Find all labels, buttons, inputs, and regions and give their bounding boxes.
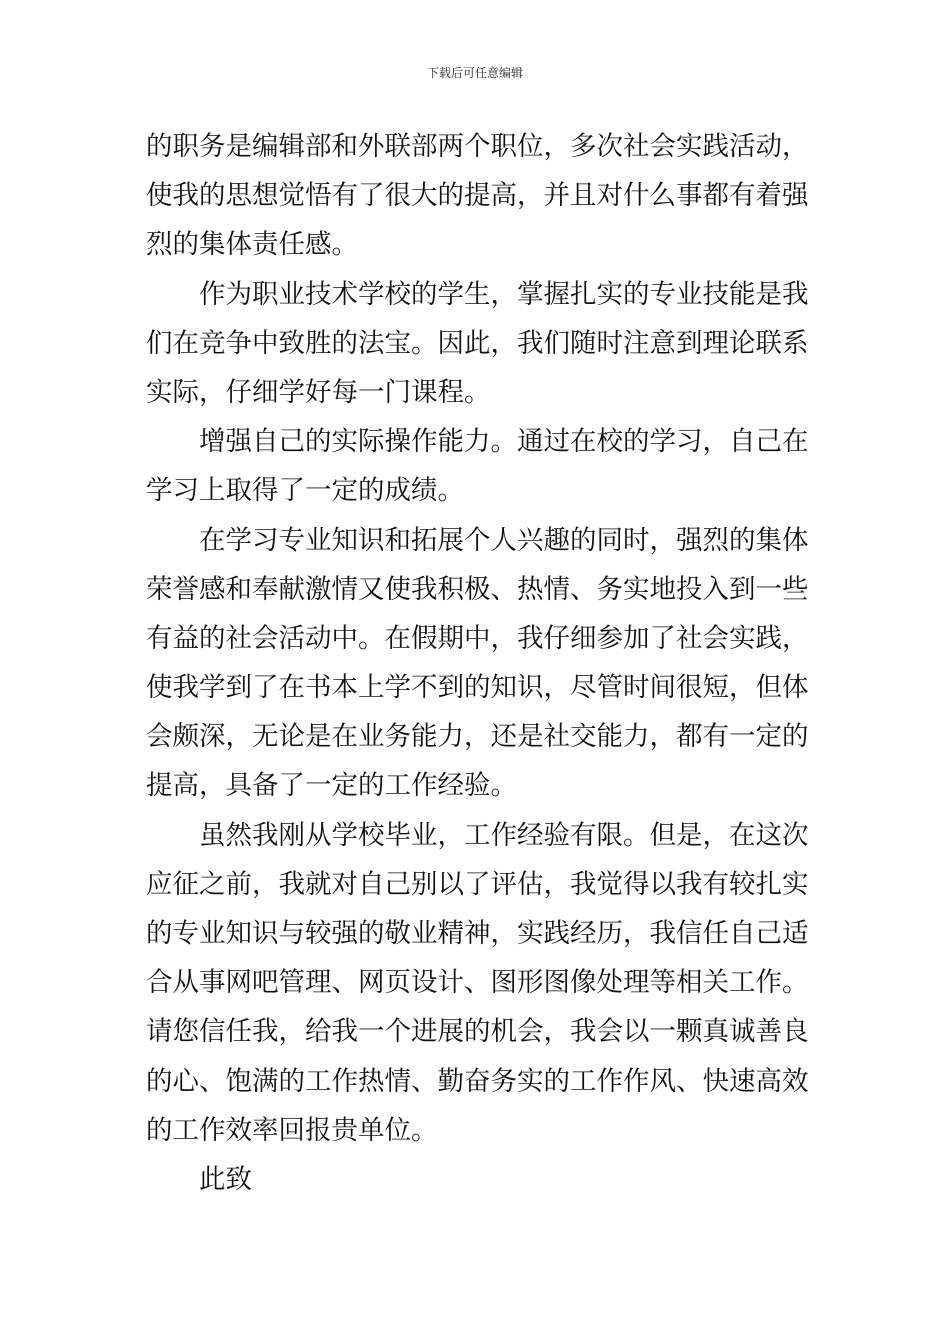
text-line: 会颇深，无论是在业务能力，还是社交能力，都有一定的 — [146, 721, 809, 753]
text-line: 实际，仔细学好每一门课程。 — [146, 376, 491, 408]
text-line: 的职务是编辑部和外联部两个职位，多次社会实践活动， — [146, 131, 809, 162]
paragraph-start-line: 增强自己的实际操作能力。通过在校的学习，自己在 — [199, 426, 809, 458]
text-line: 合从事网吧管理、网页设计、图形图像处理等相关工作。 — [146, 967, 809, 999]
text-line: 烈的集体责任感。 — [146, 229, 358, 261]
page-header: 下载后可任意编辑 — [426, 66, 523, 80]
text-line: 荣誉感和奉献激情又使我积极、热情、务实地投入到一些 — [146, 573, 809, 605]
text-line: 的工作效率回报贵单位。 — [146, 1114, 438, 1146]
text-line: 使我的思想觉悟有了很大的提高，并且对什么事都有着强 — [146, 180, 809, 212]
paragraph-start-line: 在学习专业知识和拓展个人兴趣的同时，强烈的集体 — [199, 524, 809, 556]
paragraph-start-line: 作为职业技术学校的学生，掌握扎实的专业技能是我 — [199, 278, 809, 310]
text-line: 应征之前，我就对自己别以了评估，我觉得以我有较扎实 — [146, 868, 809, 900]
letter-body — [146, 127, 809, 1209]
paragraph-start-line: 虽然我刚从学校毕业，工作经验有限。但是，在这次 — [199, 819, 809, 851]
text-line: 使我学到了在书本上学不到的知识，尽管时间很短，但体 — [146, 672, 809, 704]
text-line: 提高，具备了一定的工作经验。 — [146, 770, 517, 802]
text-line: 学习上取得了一定的成绩。 — [146, 475, 464, 507]
text-line: 请您信任我，给我一个进展的机会，我会以一颗真诚善良 — [146, 1016, 809, 1048]
text-line: 们在竞争中致胜的法宝。因此，我们随时注意到理论联系 — [146, 327, 809, 359]
closing-salutation: 此致 — [199, 1163, 252, 1195]
text-line: 有益的社会活动中。在假期中，我仔细参加了社会实践， — [146, 622, 809, 654]
text-line: 的专业知识与较强的敬业精神，实践经历，我信任自己适 — [146, 918, 809, 949]
text-line: 的心、饱满的工作热情、勤奋务实的工作作风、快速高效 — [146, 1065, 809, 1097]
